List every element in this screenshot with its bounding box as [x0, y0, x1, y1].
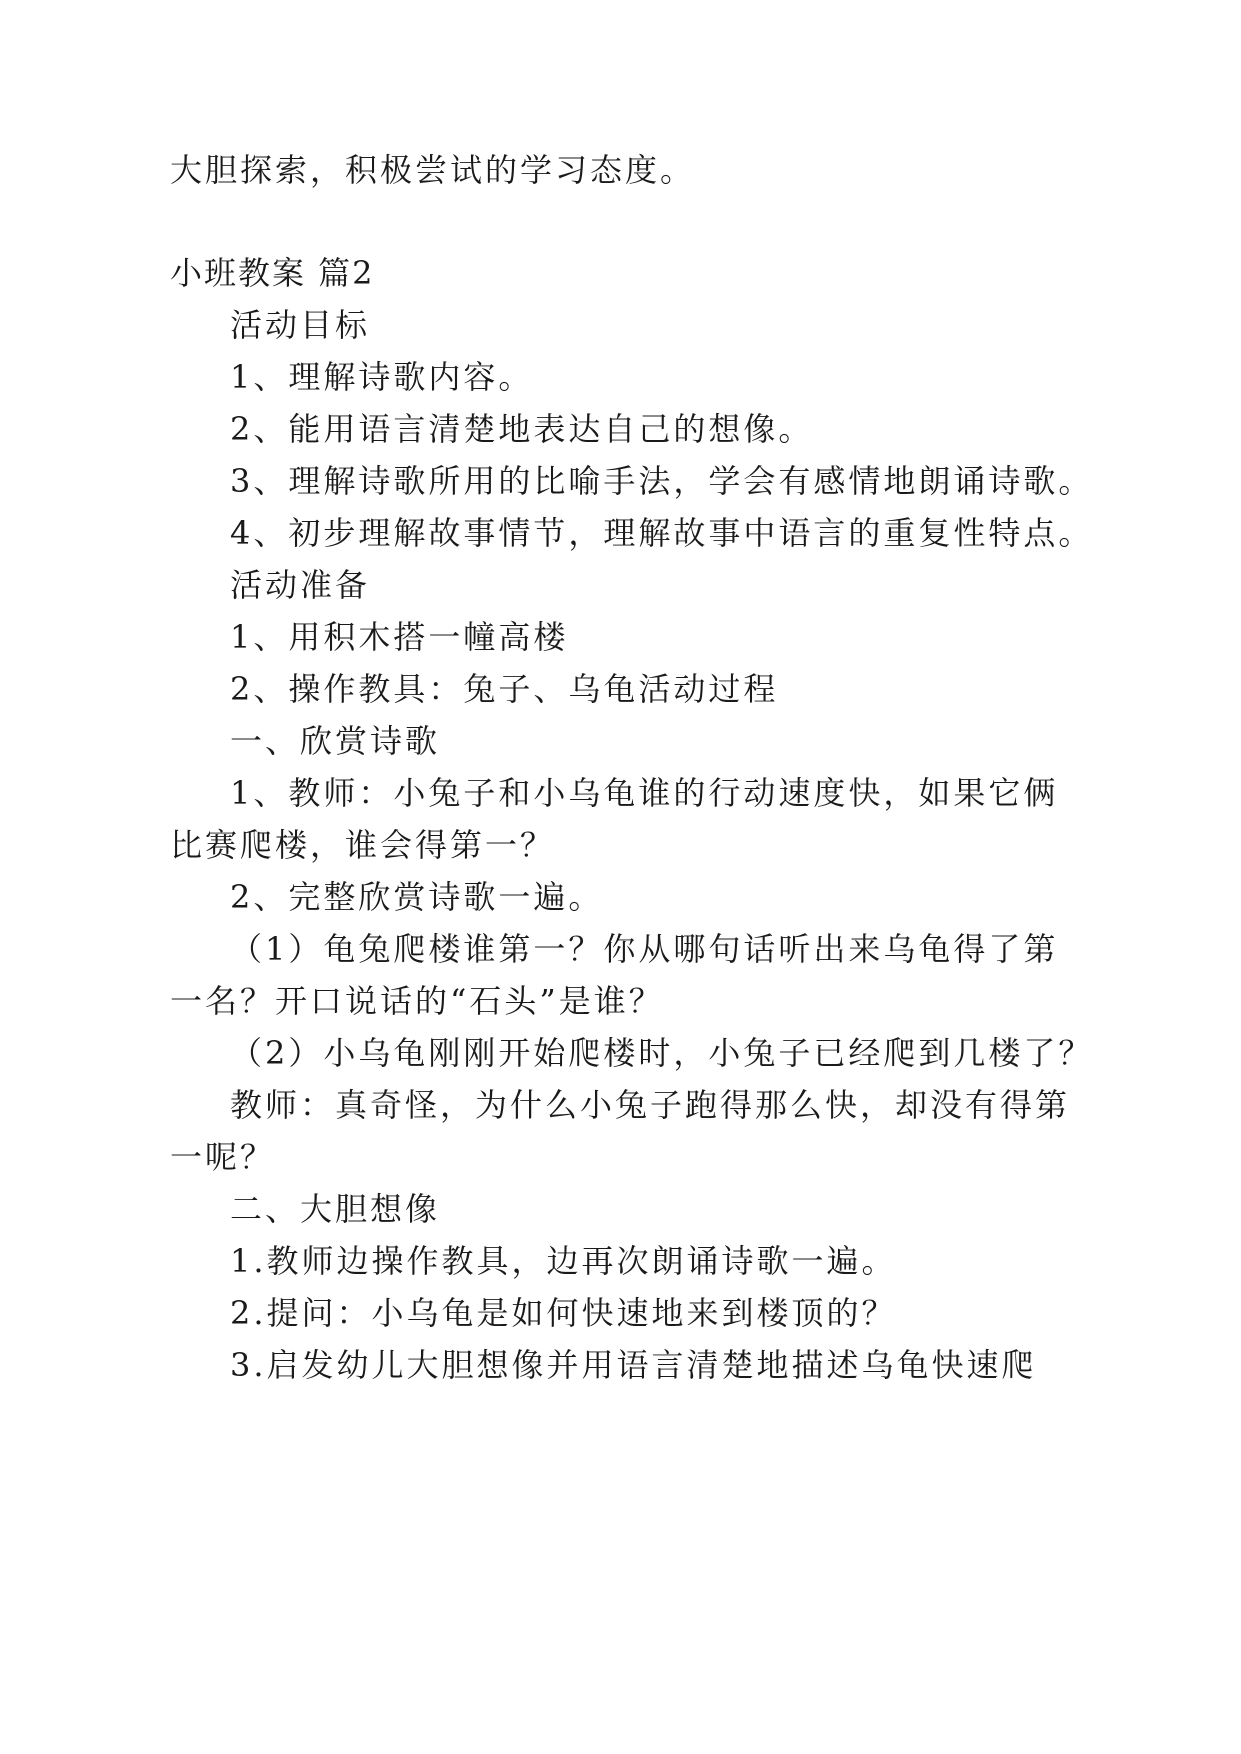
part2-item: 2.提问：小乌龟是如何快速地来到楼顶的？ — [230, 1294, 897, 1332]
part1-question: （1）龟兔爬楼谁第一？你从哪句话听出来乌龟得了第 — [230, 930, 1059, 968]
part1-teacher-text: 教师：真奇怪，为什么小兔子跑得那么快，却没有得第 — [230, 1086, 1071, 1124]
goal-item: 1、理解诗歌内容。 — [230, 358, 534, 396]
goal-item: 3、理解诗歌所用的比喻手法，学会有感情地朗诵诗歌。 — [230, 462, 1094, 500]
prep-heading: 活动准备 — [230, 566, 371, 604]
prep-item: 1、用积木搭一幢高楼 — [230, 618, 569, 656]
part2-item: 1.教师边操作教具，边再次朗诵诗歌一遍。 — [230, 1242, 897, 1280]
part1-teacher-continuation: 一呢？ — [170, 1138, 276, 1176]
part1-item: 1、教师：小兔子和小乌龟谁的行动速度快，如果它俩 — [230, 774, 1059, 812]
goals-heading: 活动目标 — [230, 306, 371, 344]
continuation-text: 大胆探索，积极尝试的学习态度。 — [170, 151, 696, 189]
part2-heading: 二、大胆想像 — [230, 1190, 441, 1228]
part1-heading: 一、欣赏诗歌 — [230, 722, 441, 760]
part1-question-continuation: 一名？开口说话的“石头”是谁？ — [170, 982, 664, 1020]
section-title: 小班教案 篇2 — [170, 254, 375, 292]
prep-item: 2、操作教具：兔子、乌龟活动过程 — [230, 670, 779, 708]
goal-item: 4、初步理解故事情节，理解故事中语言的重复性特点。 — [230, 514, 1094, 552]
part1-question: （2）小乌龟刚刚开始爬楼时，小兔子已经爬到几楼了？ — [230, 1034, 1094, 1072]
part1-item: 2、完整欣赏诗歌一遍。 — [230, 878, 604, 916]
goal-item: 2、能用语言清楚地表达自己的想像。 — [230, 410, 814, 448]
part2-item: 3.启发幼儿大胆想像并用语言清楚地描述乌龟快速爬 — [230, 1346, 1037, 1384]
part1-item-continuation: 比赛爬楼，谁会得第一？ — [170, 826, 556, 864]
